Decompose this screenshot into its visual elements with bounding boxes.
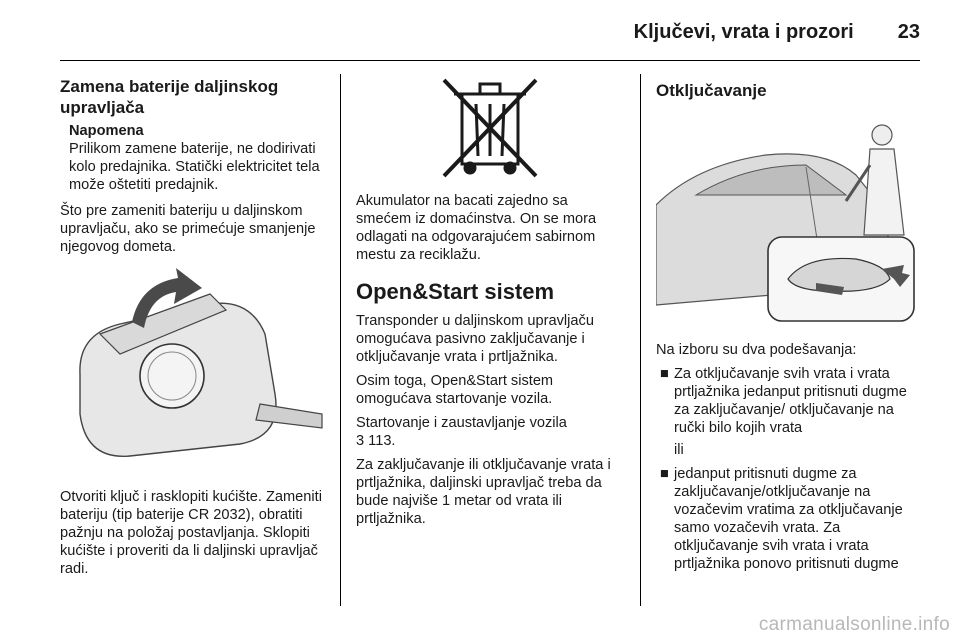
column-divider-right (640, 74, 641, 606)
bullet-square-icon: ■ (660, 466, 669, 482)
page-reference-link[interactable]: 3 113. (356, 433, 396, 449)
battery-paragraph: Što pre zameniti bateriju u daljinskom upravljaču, ako se primećuje smanjenje njegovog dometa. (60, 203, 316, 255)
site-watermark: carmanualsonline.info (758, 614, 950, 635)
key-caption: Otvoriti ključ i rasklopiti kućište. Zameniti bateriju (tip baterije CR 2032), obratiti pažnju na položaj postavljanja. Sklopiti kućište i proveriti da li daljinski upravljač radi. (60, 489, 322, 577)
list-item (656, 465, 924, 573)
header-rule (60, 60, 920, 61)
start-paragraph: Osim toga, Open&Start sistem omogućava startovanje vozila. (356, 373, 554, 407)
page-number: 23 (897, 20, 920, 43)
page-title: Ključevi, vrata i prozori (633, 20, 854, 43)
page-header (0, 10, 920, 54)
section-heading-open-start: Open&Start sistem (356, 279, 555, 304)
start-stop-text: Startovanje i zaustavljanje vozila (356, 415, 567, 431)
column-battery-replacement (60, 72, 326, 584)
column-divider-left (340, 74, 341, 606)
start-stop-reference (356, 414, 624, 450)
list-item-text: Za otključavanje svih vrata i vrata prtljažnika jedanput pritisnuti dugme za zaključavanje/ otključavanje na ručki bilo kojih vrata (674, 366, 907, 436)
transponder-paragraph: Transponder u daljinskom upravljaču omogućava pasivno zaključavanje i otključavanje vrata i prtljažnika. (356, 313, 594, 365)
recycle-bin-crossed-icon (356, 72, 624, 182)
note-box (60, 122, 326, 194)
section-heading-battery: Zamena baterije daljinskog upravljača (60, 77, 279, 117)
unlocking-intro: Na izboru su dva podešavanja: (656, 342, 857, 358)
unlocking-options-list (656, 365, 924, 437)
note-title: Napomena (69, 123, 144, 139)
note-text: Prilikom zamene baterije, ne dodirivati kolo predajnika. Statički elektricitet tela može oštetiti predajnik. (69, 141, 320, 193)
battery-disposal-paragraph: Akumulator na bacati zajedno sa smećem iz domaćinstva. On se mora odlagati na odgovarajućem sabirnom mestu za reciklažu. (356, 193, 597, 263)
column-unlocking (656, 72, 924, 577)
list-item-text: jedanput pritisnuti dugme za zaključavanje/otključavanje na vozačevim vratima za otključavanje samo vozačevih vrata. Za otključavanje svih vrata i vrata prtljažnika ponovo pritisnuti dugme (674, 466, 903, 572)
lock-distance-paragraph: Za zaključavanje ili otključavanje vrata i prtljažnika, daljinski upravljač treba da bude najviše 1 metar od vrata ili prtljažnika. (356, 457, 611, 527)
or-connector: ili (674, 442, 684, 458)
column-open-start (356, 72, 624, 534)
list-item (656, 365, 924, 437)
key-battery-illustration (60, 264, 326, 478)
section-heading-unlocking: Otključavanje (656, 81, 767, 100)
unlocking-options-list-2 (656, 465, 924, 573)
bullet-square-icon: ■ (660, 366, 669, 382)
car-door-handle-illustration (656, 115, 920, 327)
